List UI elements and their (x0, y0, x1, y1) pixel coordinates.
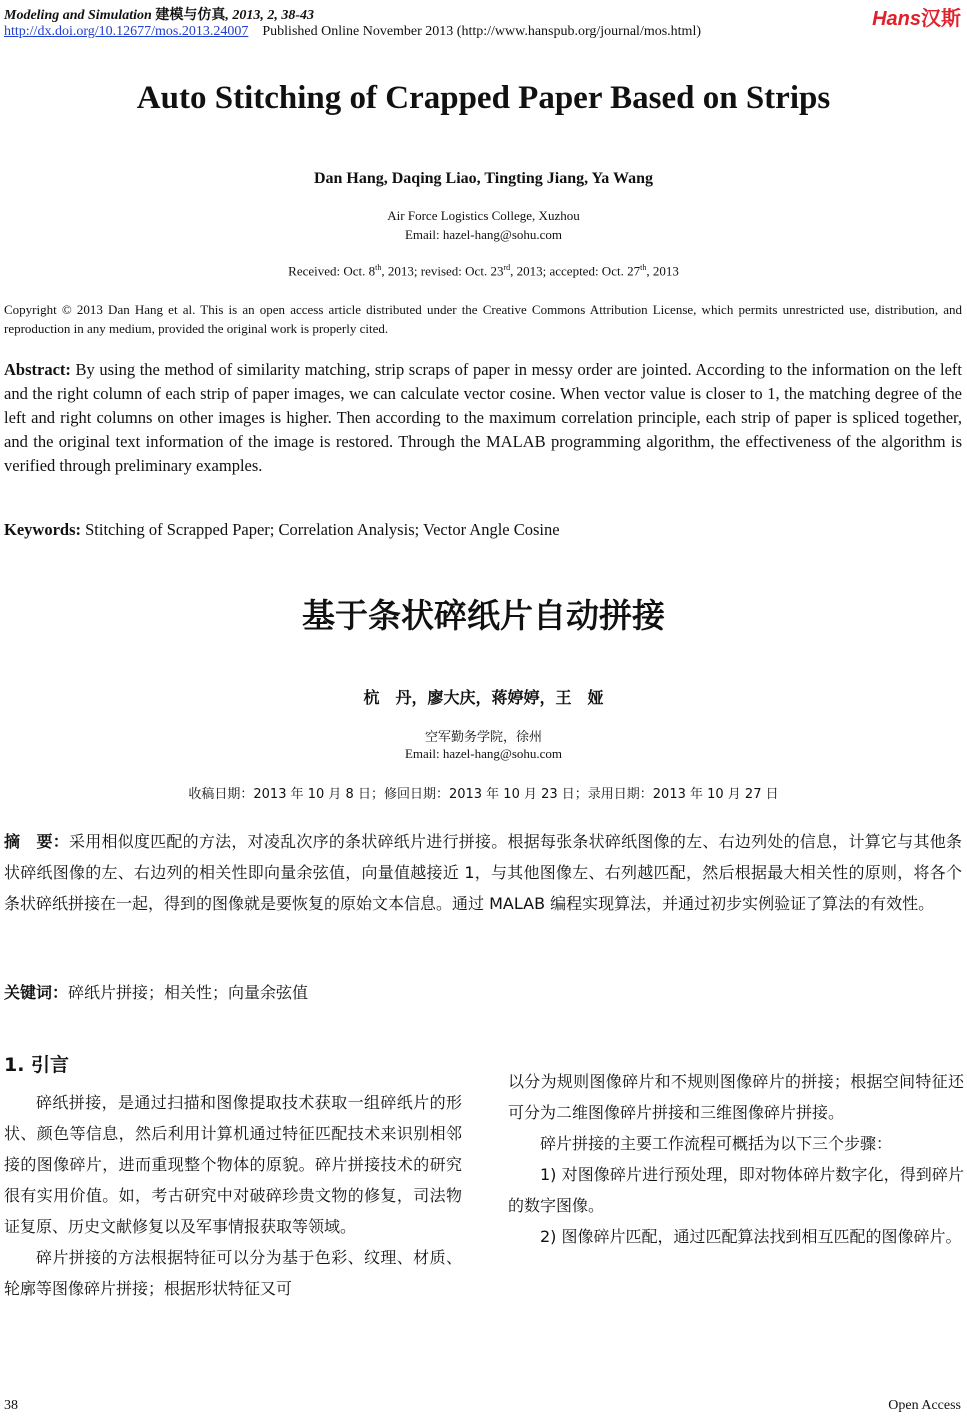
accepted-date: , 2013; accepted: Oct. 27 (510, 263, 641, 279)
paragraph: 以分为规则图像碎片和不规则图像碎片的拼接；根据空间特征还可分为二维图像碎片拼接和三维图像碎片拼接。 (508, 1072, 964, 1122)
accepted-sup: th (640, 263, 647, 272)
affiliation-chinese: 空军勤务学院，徐州 (424, 730, 542, 745)
paragraph: 碎片拼接的方法根据特征可以分为基于色彩、纹理、材质、轮廓等图像碎片拼接；根据形状特征又可 (4, 1248, 462, 1298)
body-column-left (4, 1050, 462, 1304)
published-info: Published Online November 2013 (http://www.hanspub.org/journal/mos.html) (262, 24, 702, 39)
dates-suffix: , 2013 (646, 263, 679, 279)
abstract-english (4, 358, 962, 478)
page-number: 38 (4, 1398, 18, 1413)
received-date: Received: Oct. 8 (288, 263, 376, 279)
paragraph: 1) 对图像碎片进行预处理，即对物体碎片数字化，得到碎片的数字图像。 (508, 1165, 964, 1215)
keywords-text-cn: 碎纸片拼接；相关性；向量余弦值 (68, 983, 309, 1002)
journal-issue: , 2013, 2, 38-43 (225, 8, 314, 23)
abstract-label-cn: 摘 要： (4, 832, 69, 851)
received-sup: th (375, 263, 382, 272)
doi-line (4, 24, 701, 40)
dates-english (0, 263, 967, 279)
abstract-text-cn: 采用相似度匹配的方法，对凌乱次序的条状碎纸片进行拼接。根据每张条状碎纸图像的左、右边列处的信息，计算它与其他条状碎纸图像的左、右边列的相关性即向量余弦值，向量值越接近 1，与其他图像左、右列越匹配，然后根据最大相关性的原则，将各个条状碎纸拼接在一起，得到的图像就是要恢复的原始文本信息。通过 MALAB 编程实现算法，并通过初步实例验证了算法的有效性。 (4, 832, 962, 913)
keywords-english (4, 520, 560, 540)
revised-sup: rd (503, 263, 511, 272)
journal-name: Modeling and Simulation (4, 8, 152, 23)
doi-link[interactable]: http://dx.doi.org/10.12677/mos.2013.24007 (4, 24, 249, 39)
body-column-right (508, 1066, 964, 1252)
dates-chinese: 收稿日期：2013 年 10 月 8 日；修回日期：2013 年 10 月 23 日；录用日期：2013 年 10 月 27 日 (188, 787, 779, 802)
abstract-text: By using the method of similarity matching, strip scraps of paper in messy order are jointed. According to the information on the left and the right column of each strip of paper images, we can calculate vector cosine. When vector value is closer to 1, the matching degree of the left and right columns on other images is higher. Then according to the maximum correlation principle, each strip of paper is spliced together, and the original text information of the image is restored. Through the MALAB programming algorithm, the effectiveness of the algorithm is verified through preliminary examples. (4, 360, 963, 475)
title-english: Auto Stitching of Crapped Paper Based on Strips (136, 80, 831, 116)
keywords-label: Keywords: (4, 520, 81, 539)
paragraph: 碎片拼接的主要工作流程可概括为以下三个步骤： (540, 1134, 893, 1153)
keywords-text: Stitching of Scrapped Paper; Correlation Analysis; Vector Angle Cosine (85, 520, 560, 539)
open-access-label: Open Access (888, 1398, 961, 1413)
section-heading: 1. 引言 (4, 1054, 70, 1076)
keywords-chinese (4, 980, 308, 1003)
title-chinese: 基于条状碎纸片自动拼接 (302, 596, 665, 635)
paragraph: 2) 图像碎片匹配，通过匹配算法找到相互匹配的图像碎片。 (540, 1227, 962, 1246)
hans-logo (872, 2, 961, 31)
abstract-chinese (4, 826, 962, 919)
abstract-label: Abstract: (4, 360, 71, 379)
copyright-notice: Copyright © 2013 Dan Hang et al. This is an open access article distributed under the Creative Commons Attribution License, which permits unrestricted use, distribution, and reproduction in any medium, provided the original work is properly cited. (4, 302, 962, 336)
authors-chinese: 杭 丹，廖大庆，蒋婷婷，王 娅 (363, 688, 604, 707)
affiliation-english: Air Force Logistics College, Xuzhou (387, 208, 580, 223)
revised-date: , 2013; revised: Oct. 23 (381, 263, 504, 279)
keywords-label-cn: 关键词： (4, 983, 69, 1002)
email-chinese: Email: hazel-hang@sohu.com (404, 746, 563, 761)
journal-header (4, 4, 314, 24)
logo-text-en: Hans (872, 8, 921, 30)
logo-text-cn: 汉斯 (921, 8, 961, 30)
email-english: Email: hazel-hang@sohu.com (404, 227, 563, 242)
paragraph: 碎纸拼接，是通过扫描和图像提取技术获取一组碎纸片的形状、颜色等信息，然后利用计算机通过特征匹配技术来识别相邻接的图像碎片，进而重现整个物体的原貌。碎片拼接技术的研究很有实用价值。如，考古研究中对破碎珍贵文物的修复，司法物证复原、历史文献修复以及军事情报获取等领域。 (4, 1093, 462, 1236)
authors-english: Dan Hang, Daqing Liao, Tingting Jiang, Ya Wang (313, 170, 654, 187)
journal-name-cn: 建模与仿真 (155, 8, 226, 23)
